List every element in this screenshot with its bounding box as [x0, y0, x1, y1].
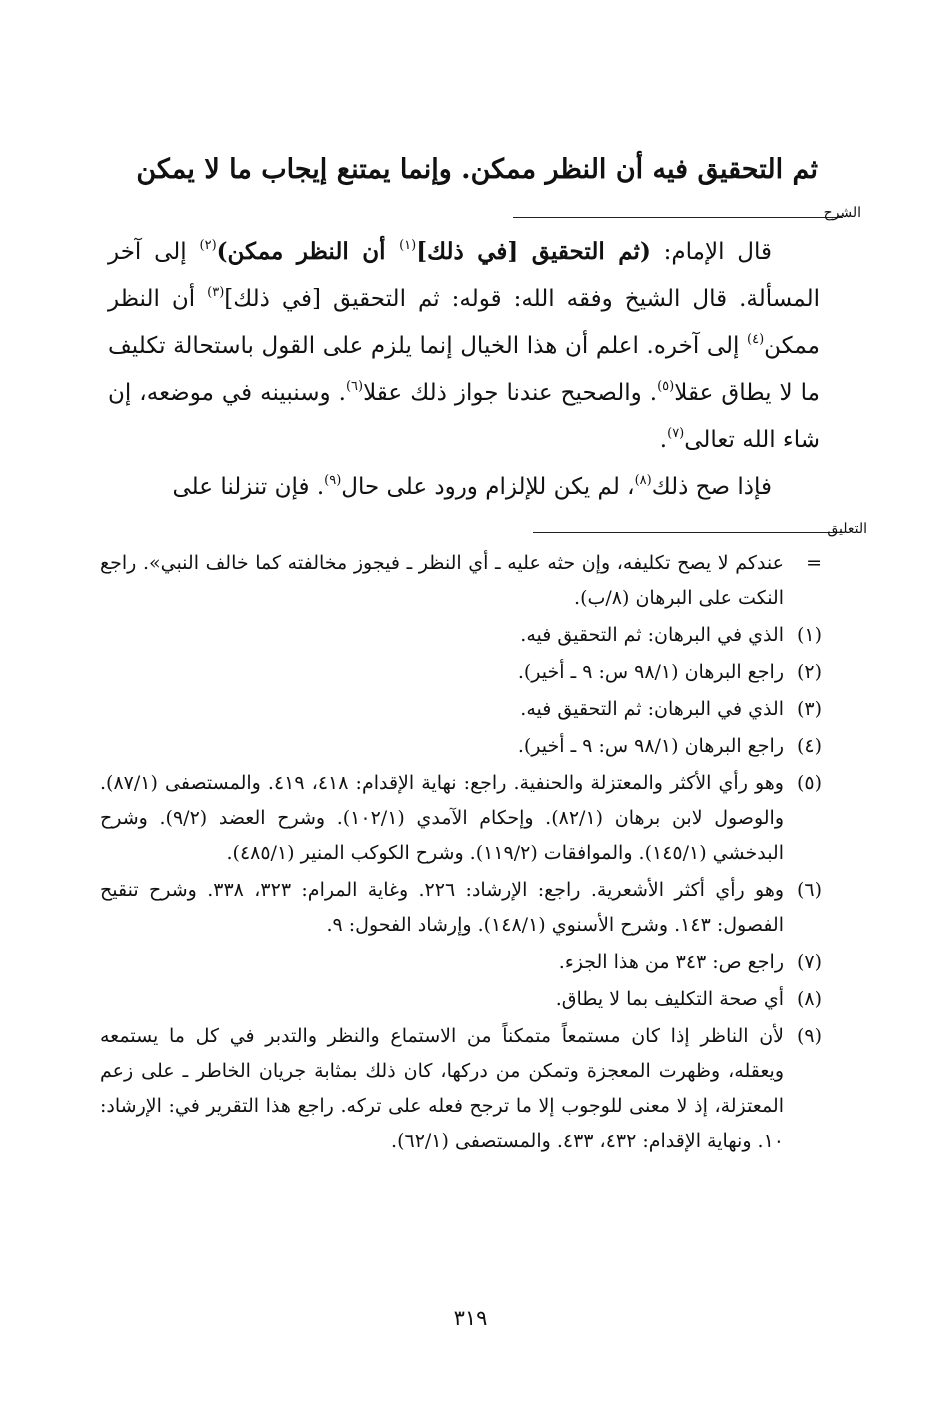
sharh-label: الشرح: [823, 205, 861, 221]
sharh-paragraph-2: فإذا صح ذلك$^{(٨)}$، لم يكن للإلزام ورود على حال$^{(٩)}$. فإن تنزلنا على: [172, 473, 772, 500]
footnote-1: (١) الذي في البرهان: ثم التحقيق فيه.: [520, 624, 822, 646]
footnote-2: (٢) راجع البرهان (٩٨/١ س: ٩ ـ أخير).: [517, 661, 822, 683]
main-text: ثم التحقيق فيه أن النظر ممكن. وإنما يمتنع إيجاب ما لا يمكن: [136, 154, 818, 185]
footnote-continued: = عندكم لا يصح تكليفه، وإن حثه عليه ـ أي النظر ـ فيجوز مخالفته كما خالف النبي». راجع النكت على البرهان (٨/ب).: [100, 552, 822, 609]
footnotes: [100, 546, 822, 1161]
footnote-6: (٦) وهو رأي أكثر الأشعرية. راجع: الإرشاد: ٢٢٦. وغاية المرام: ٣٢٣، ٣٣٨. وشرح تنقيح الفصول: ١٤٣. وشرح الأسنوي (١٤٨/١). وإرشاد الفحول: ٩.: [100, 879, 822, 936]
taliq-label: التعليق: [827, 521, 867, 537]
footnote-8: (٨) أي صحة التكليف بما لا يطاق.: [555, 988, 822, 1010]
footnote-9: (٩) لأن الناظر إذا كان مستمعاً متمكناً من الاستماع والنظر والتدبر في كل ما يستمعه ويعقله، وظهرت المعجزة وتمكن من دركها، كان ذلك بمثابة جريان الخاطر ـ على زعم المعتزلة، إذ لا معنى للوجوب إلا ما ترجح فعله على تركه. راجع هذا التقرير في: الإرشاد: ١٠. ونهاية الإقدام: ٤٣٢، ٤٣٣. والمستصفى (٦٢/١).: [100, 1025, 822, 1152]
footnote-4: (٤) راجع البرهان (٩٨/١ س: ٩ ـ أخير).: [517, 735, 822, 757]
page-number: ٣١٩: [453, 1306, 488, 1330]
footnote-5: (٥) وهو رأي الأكثر والمعتزلة والحنفية. راجع: نهاية الإقدام: ٤١٨، ٤١٩. والمستصفى (٨٧/١). والوصول لابن برهان (٨٢/١). وإحكام الآمدي (١٠٢/١). وشرح العضد (٩/٢). وشرح البدخشي (١٤٥/١). والموافقات (١١٩/٢). وشرح الكوكب المنير (٤٨٥/١).: [100, 772, 822, 864]
footnote-3: (٣) الذي في البرهان: ثم التحقيق فيه.: [520, 698, 822, 720]
sharh-separator: [513, 217, 843, 218]
sharh-paragraph-1: قال الإمام: (ثم التحقيق [في ذلك]$^{(١)}$ أن النظر ممكن)$^{(٢)}$ إلى آخر المسألة. قال الشيخ وفقه الله: قوله: ثم التحقيق [في ذلك]$^{(٣)}$ أن النظر ممكن$^{(٤)}$ إلى آخره. اعلم أن هذا الخيال إنما يلزم على القول باستحالة تكليف ما لا يطاق عقلا$^{(٥)}$. والصحيح عندنا جواز ذلك عقلا$^{(٦)}$. وسنبينه في موضعه، إن شاء الله تعالى$^{(٧)}$.: [108, 238, 820, 453]
taliq-separator: [533, 532, 843, 533]
footnote-7: (٧) راجع ص: ٣٤٣ من هذا الجزء.: [558, 951, 822, 973]
sharh-section: [108, 228, 820, 511]
